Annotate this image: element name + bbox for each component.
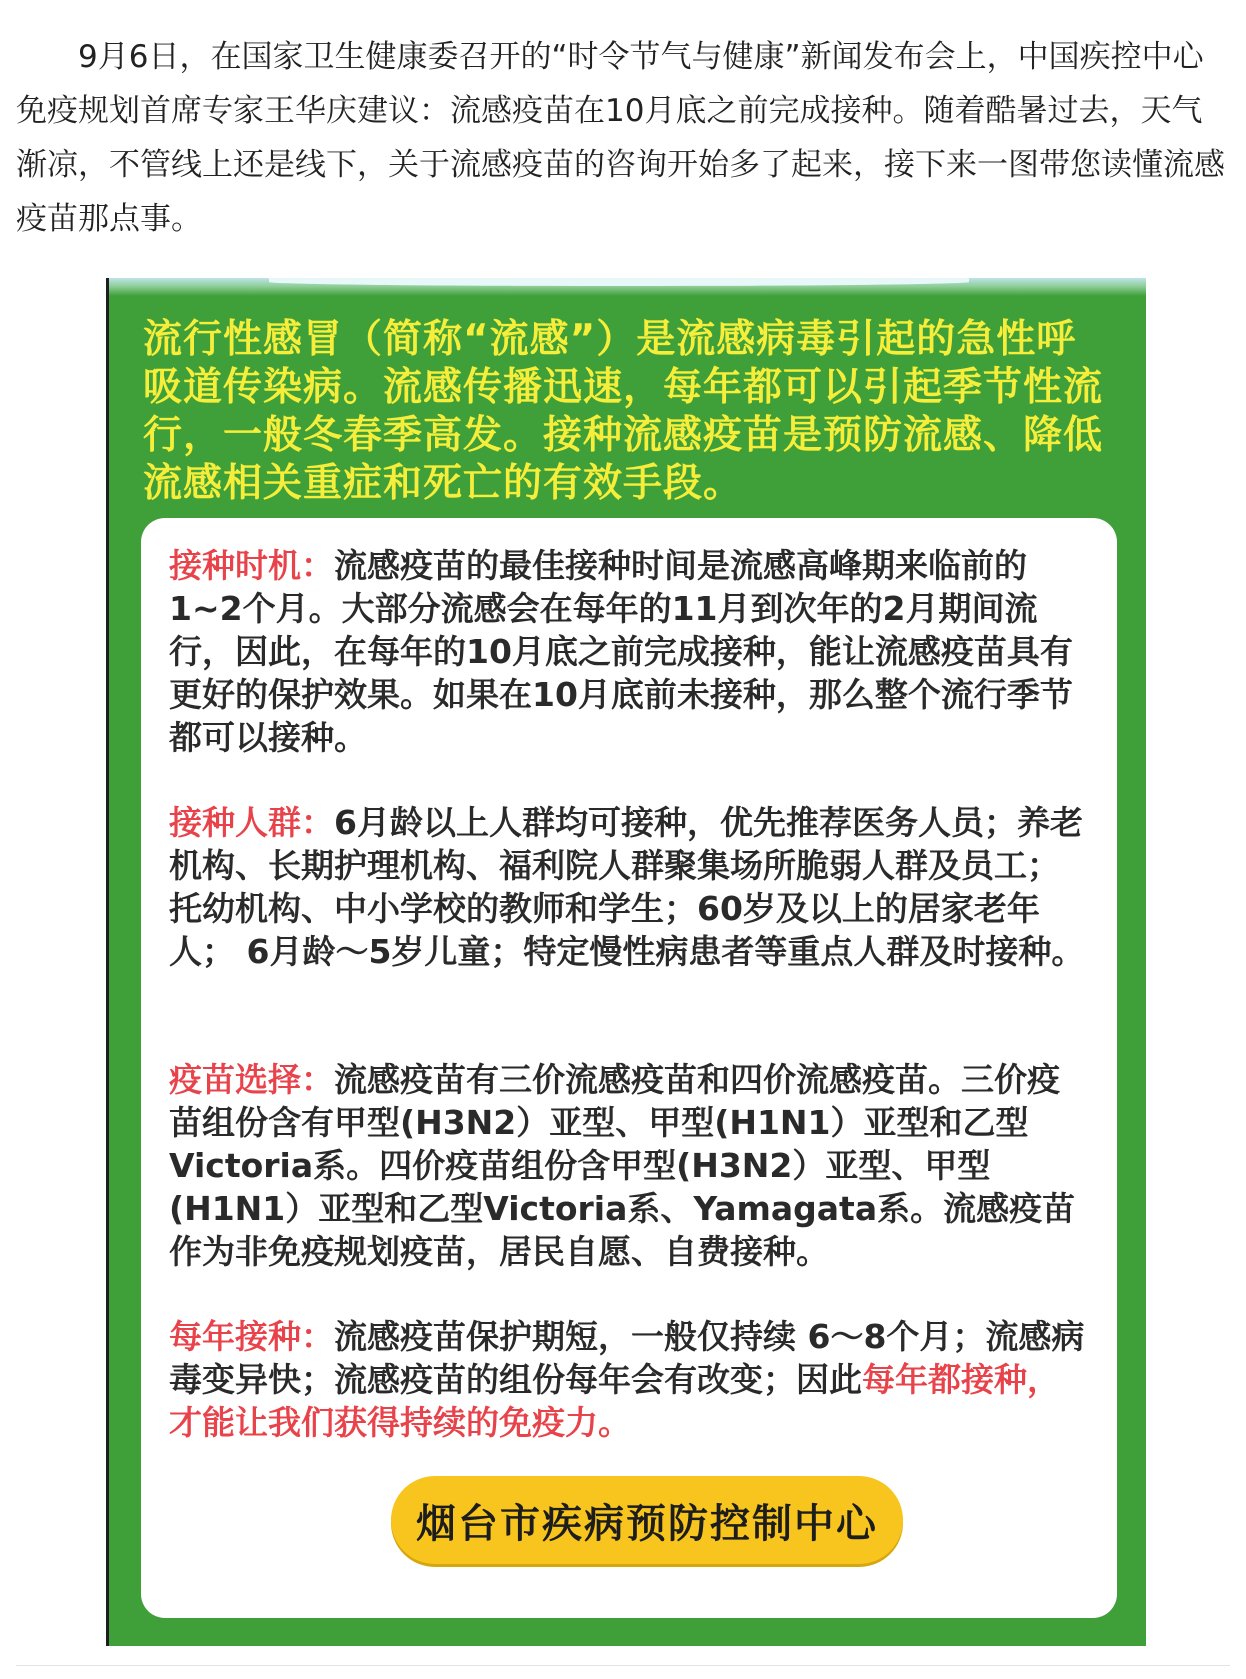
poster-top-decoration bbox=[109, 278, 1146, 296]
section-text-timing: 流感疫苗的最佳接种时间是流感高峰期来临前的1~2个月。大部分流感会在每年的11月到次年的2月期间流行，因此，在每年的10月底之前完成接种，能让流感疫苗具有更好的保护效果。如果在10月底前未接种，那么整个流行季节都可以接种。 bbox=[169, 546, 1073, 757]
section-text-people: 6月龄以上人群均可接种，优先推荐医务人员；养老机构、长期护理机构、福利院人群聚集场所脆弱人群及员工；托幼机构、中小学校的教师和学生；60岁及以上的居家老年人； 6月龄～5岁儿童；特定慢性病患者等重点人群及时接种。 bbox=[169, 803, 1085, 971]
section-tag-yearly: 每年接种： bbox=[169, 1317, 334, 1356]
section-text-vaccine: 流感疫苗有三价流感疫苗和四价流感疫苗。三价疫苗组份含有甲型(H3N2）亚型、甲型(H1N1）亚型和乙型Victoria系。四价疫苗组份含甲型(H3N2）亚型、甲型(H1N1）亚型和乙型Victoria系、Yamagata系。流感疫苗作为非免疫规划疫苗，居民自愿、自费接种。 bbox=[169, 1060, 1076, 1271]
section-tag-people: 接种人群： bbox=[169, 803, 334, 842]
organization-badge: 烟台市疾病预防控制中心 bbox=[391, 1476, 903, 1564]
section-vaccine-choice bbox=[169, 1058, 1089, 1273]
article-intro: 9月6日，在国家卫生健康委召开的“时令节气与健康”新闻发布会上，中国疾控中心免疫规划首席专家王华庆建议：流感疫苗在10月底之前完成接种。随着酷暑过去，天气渐凉，不管线上还是线下，关于流感疫苗的咨询开始多了起来，接下来一图带您读懂流感疫苗那点事。 bbox=[16, 39, 1225, 237]
section-vaccination-timing bbox=[169, 544, 1089, 759]
poster-headline: 流行性感冒（简称“流感”）是流感病毒引起的急性呼吸道传染病。流感传播迅速，每年都可以引起季节性流行，一般冬春季高发。接种流感疫苗是预防流感、降低流感相关重症和死亡的有效手段。 bbox=[143, 317, 1104, 506]
section-text-yearly: 流感疫苗保护期短，一般仅持续 6～8个月；流感病毒变异快；流感疫苗的组份每年会有改变；因此 bbox=[169, 1317, 1085, 1399]
info-card bbox=[141, 518, 1117, 1618]
section-tag-vaccine: 疫苗选择： bbox=[169, 1060, 334, 1099]
section-tag-timing: 接种时机： bbox=[169, 546, 334, 585]
flu-vaccine-infographic bbox=[106, 278, 1146, 1646]
divider bbox=[16, 1665, 1230, 1666]
section-target-population bbox=[169, 801, 1089, 973]
section-emphasis-yearly: 每年都接种，才能让我们获得持续的免疫力。 bbox=[169, 1360, 1060, 1442]
section-annual-vaccination bbox=[169, 1315, 1089, 1444]
